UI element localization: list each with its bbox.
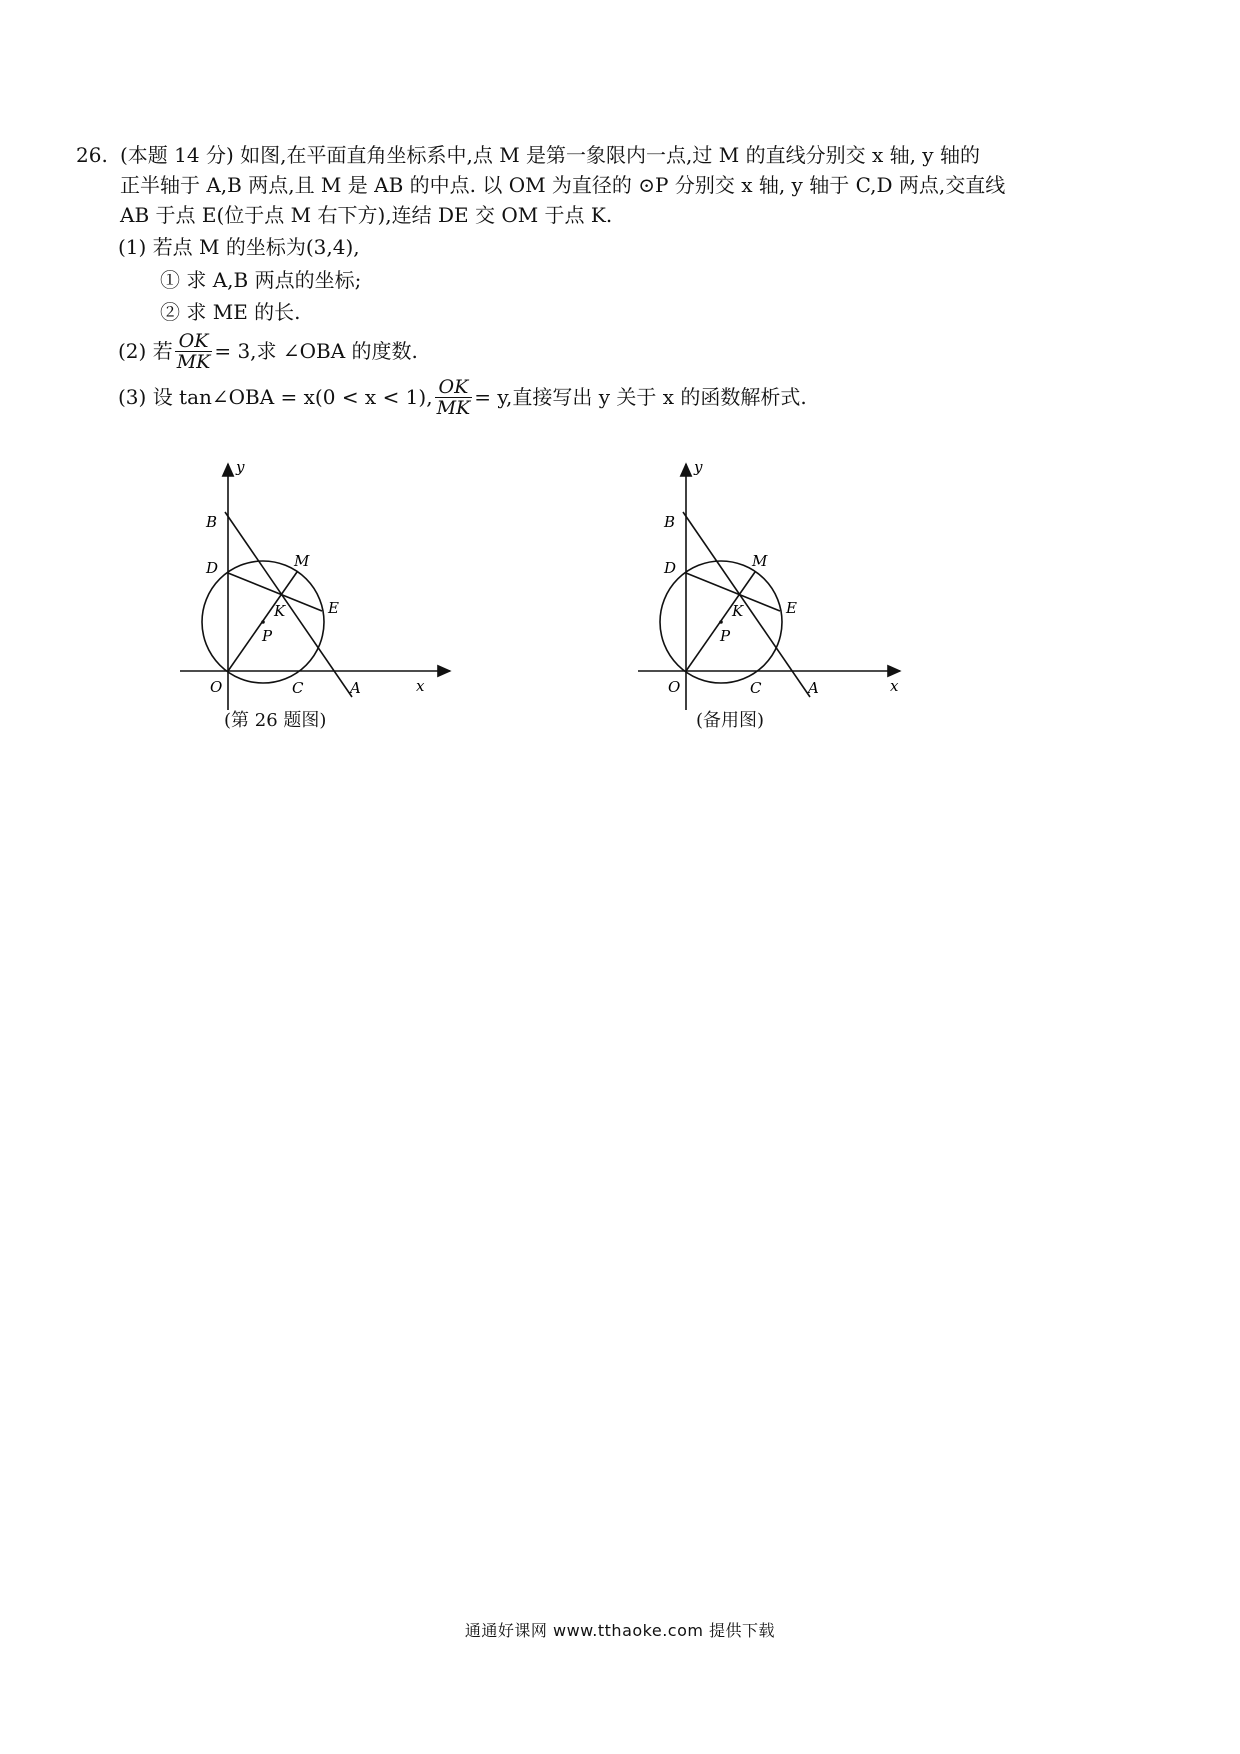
fraction-ok-mk [435,377,473,418]
point-p-dot [261,620,265,624]
figure-spare [638,460,938,731]
label-d: D [664,559,677,577]
fraction-denominator: MK [436,396,471,419]
label-o: O [668,678,681,696]
label-m: M [294,552,310,570]
label-k: K [732,602,744,620]
question-3-suffix: = y,直接写出 y 关于 x 的函数解析式. [474,385,807,409]
stem-line-3: AB 于点 E(位于点 M 右下方),连结 DE 交 OM 于点 K. [120,203,613,227]
label-x: x [890,677,899,695]
question-1a: ① 求 A,B 两点的坐标; [160,268,362,292]
label-a: A [350,679,361,697]
problem-number: 26. [76,143,108,167]
fraction-denominator: MK [176,350,211,373]
label-y: y [694,460,703,476]
fraction-numerator: OK [435,377,473,398]
question-1b: ② 求 ME 的长. [160,300,301,324]
label-p: P [720,627,731,645]
figure-caption: (第 26 题图) [224,710,327,731]
geometry-diagram [638,460,938,720]
geometry-diagram [180,460,480,720]
page-footer: 通通好课网 www.tthaoke.com 提供下载 [464,1621,776,1640]
question-2 [118,328,1076,374]
label-e: E [328,599,339,617]
stem-line-2: 正半轴于 A,B 两点,且 M 是 AB 的中点. 以 OM 为直径的 ⊙P 分别交 x 轴, y 轴于 C,D 两点,交直线 [120,173,1006,197]
label-c: C [750,679,762,697]
figure-caption: (备用图) [696,710,765,731]
label-b: B [664,513,676,531]
label-x: x [416,677,425,695]
question-2-prefix: (2) 若 [118,339,173,363]
question-3-prefix: (3) 设 tan∠OBA = x(0 < x < 1), [118,385,433,409]
question-3 [118,374,1076,420]
figure-main [180,460,480,731]
label-o: O [210,678,223,696]
label-y: y [236,460,245,476]
question-1: (1) 若点 M 的坐标为(3,4), [118,235,360,259]
problem-stem [120,140,1076,230]
point-p-dot [719,620,723,624]
fraction-numerator: OK [175,331,213,352]
label-k: K [274,602,286,620]
label-b: B [206,513,218,531]
label-d: D [206,559,219,577]
question-2-suffix: = 3,求 ∠OBA 的度数. [214,339,418,363]
stem-line-1: (本题 14 分) 如图,在平面直角坐标系中,点 M 是第一象限内一点,过 M 的直线分别交 x 轴, y 轴的 [120,143,980,167]
problem-26 [76,140,1076,420]
label-a: A [808,679,819,697]
label-m: M [752,552,768,570]
label-e: E [786,599,797,617]
fraction-ok-mk [175,331,213,372]
label-c: C [292,679,304,697]
label-p: P [262,627,273,645]
